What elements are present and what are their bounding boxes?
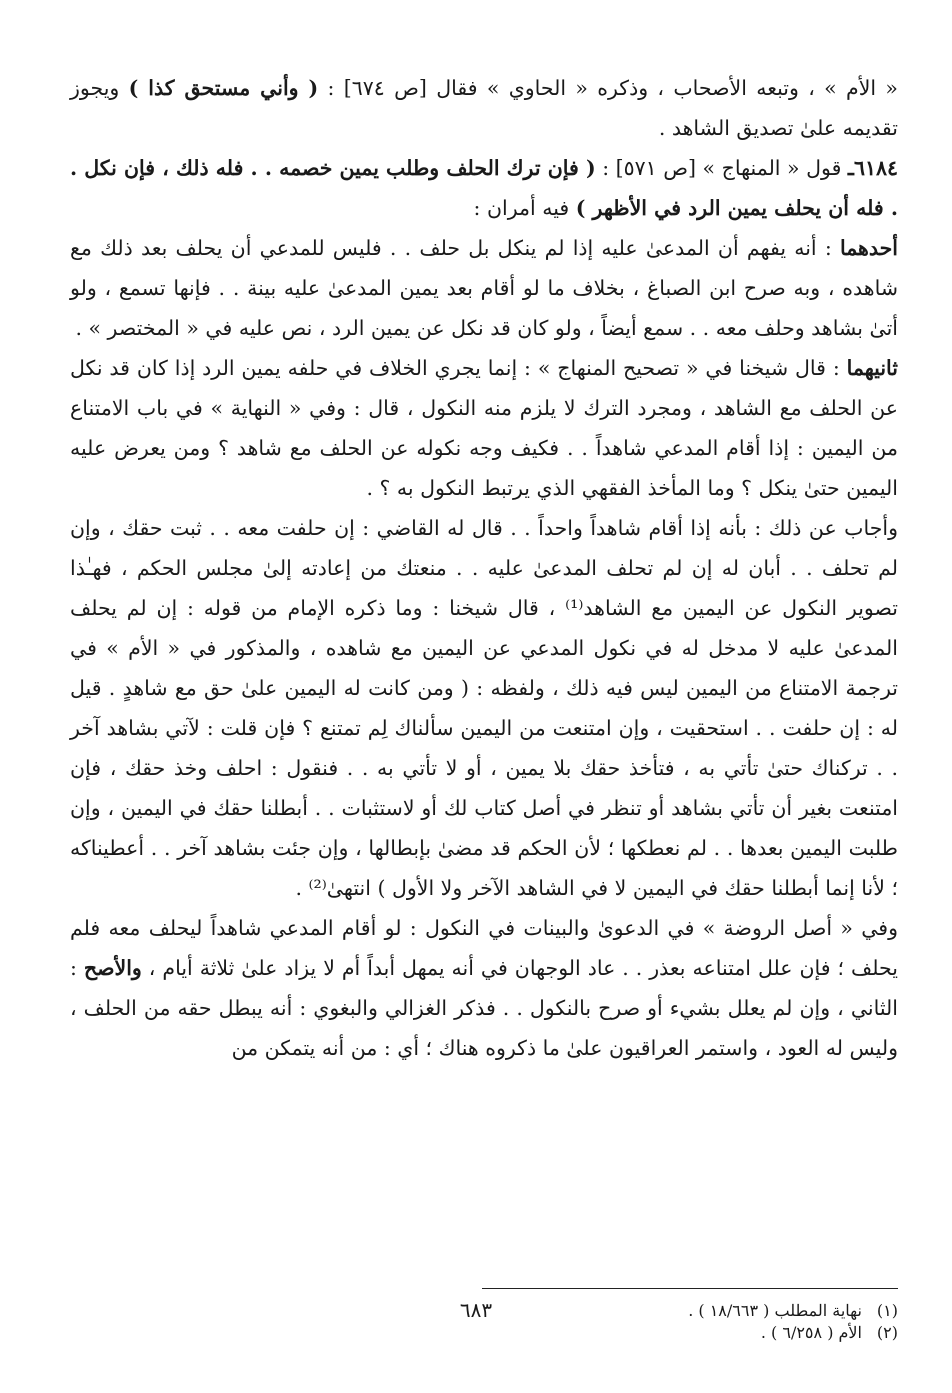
page-number: ٦٨٣ xyxy=(459,1298,493,1322)
text-run: قول « المنهاج » [ص ٥٧١] : xyxy=(595,156,848,180)
paragraph xyxy=(70,68,898,148)
footnote-text: الأم ( ٦/٢٥٨ ) . xyxy=(760,1323,862,1342)
bold-text: ثانيهما xyxy=(846,356,898,380)
text-run: : الثاني ، وإن لم يعلل بشيء أو صرح بالنكول . . فذكر الغزالي والبغوي : أنه يبطل حقه من الحلف ، وليس له العود ، واستمر العراقيون علىٰ ما ذكروه هناك ؛ أي : من أنه يتمكن من xyxy=(70,956,898,1060)
text-run: فيه أمران : xyxy=(473,196,576,220)
body-text xyxy=(70,68,898,1068)
text-run: وأجاب عن ذلك : بأنه إذا أقام شاهداً واحداً . . قال له القاضي : إن حلفت معه . . ثبت حقك ، وإن لم تحلف . . أبان له إن لم تحلف المدعىٰ عليه . . منعتك من إعادته إلىٰ مجلس الحكم ، فهـٰذا تصوير النكول عن اليمين مع الشاهد⁽¹⁾ ، قال شيخنا : وما ذكره الإمام من قوله : إن لم يحلف المدعىٰ عليه لا مدخل له في نكول المدعي عن اليمين مع شاهده ، والمذكور في « الأم » في ترجمة الامتناع من اليمين ليس فيه ذلك ، ولفظه : ( ومن كانت له اليمين علىٰ حق مع شاهدٍ . قيل له : إن حلفت . . استحقيت ، وإن امتنعت من اليمين سألناك لِم تمتنع ؟ فإن قلت : لآتي بشاهد آخر . . تركناك حتىٰ تأتي به ، فتأخذ حقك بلا يمين ، أو لا تأتي به . . فنقول : احلف وخذ حقك ، فإن امتنعت بغير أن تأتي بشاهد أو تنظر في أصل كتاب لك أو لاستثبات . . أبطلنا حقك في اليمين ، وإن طلبت اليمين بعدها . . لم نعطكها ؛ لأن الحكم قد مضىٰ بإبطالها ، وإن جئت بشاهد آخر . . أعطيناكه ؛ لأنا إنما أبطلنا حقك في اليمين لا في الشاهد الآخر ولا الأول ) انتهىٰ⁽²⁾ . xyxy=(70,516,898,900)
text-run: « الأم » ، وتبعه الأصحاب ، وذكره « الحاوي » فقال [ص ٦٧٤] : xyxy=(318,76,898,100)
footnote xyxy=(70,1322,898,1344)
footnote-number: (٢) xyxy=(876,1323,898,1342)
text-run: : أنه يفهم أن المدعىٰ عليه إذا لم ينكل بل حلف . . فليس للمدعي أن يحلف بعد ذلك مع شاهده ، وبه صرح ابن الصباغ ، بخلاف ما لو أقام بعد يمين المدعىٰ عليه بينة . . فإنها تسمع ، ولو أتىٰ بشاهد وحلف معه . . سمع أيضاً ، ولو كان قد نكل عن يمين الرد ، نص عليه في « المختصر » . xyxy=(70,236,898,340)
text-run: وفي « أصل الروضة » في الدعوىٰ والبينات في النكول : لو أقام المدعي شاهداً ليحلف معه فلم يحلف ؛ فإن علل امتناعه بعذر . . عاد الوجهان في أنه يمهل أبداً أم لا يزاد علىٰ ثلاثة أيام ، xyxy=(70,916,898,980)
footnote-number: (١) xyxy=(876,1301,898,1320)
bold-text: ( وأني مستحق كذا ) xyxy=(128,76,319,100)
bold-text: ٦١٨٤ـ xyxy=(847,156,898,180)
page xyxy=(70,68,898,1368)
paragraph xyxy=(70,148,898,228)
footnote-text: نهاية المطلب ( ١٨/٦٦٣ ) . xyxy=(688,1301,862,1320)
bold-text: ( فإن ترك الحلف وطلب يمين خصمه . . فله ذلك ، فإن نكل . . فله أن يحلف يمين الرد في الأظهر ) xyxy=(70,156,898,220)
paragraph xyxy=(70,908,898,1068)
text-run: ويجوز تقديمه علىٰ تصديق الشاهد . xyxy=(70,76,898,140)
bold-text: والأصح xyxy=(83,956,142,980)
paragraph xyxy=(70,508,898,908)
paragraph xyxy=(70,348,898,508)
text-run: : قال شيخنا في « تصحيح المنهاج » : إنما يجري الخلاف في حلفه يمين الرد إذا كان قد نكل عن الحلف مع الشاهد ، ومجرد الترك لا يلزم منه النكول ، قال : وفي « النهاية » في باب الامتناع من اليمين : إذا أقام المدعي شاهداً . . فكيف وجه نكوله عن الحلف مع شاهد ؟ ومن يعرض عليه اليمين حتىٰ ينكل ؟ وما المأخذ الفقهي الذي يرتبط النكول به ؟ . xyxy=(70,356,898,500)
paragraph xyxy=(70,228,898,348)
bold-text: أحدهما xyxy=(839,236,898,260)
footnote-separator xyxy=(482,1288,898,1289)
